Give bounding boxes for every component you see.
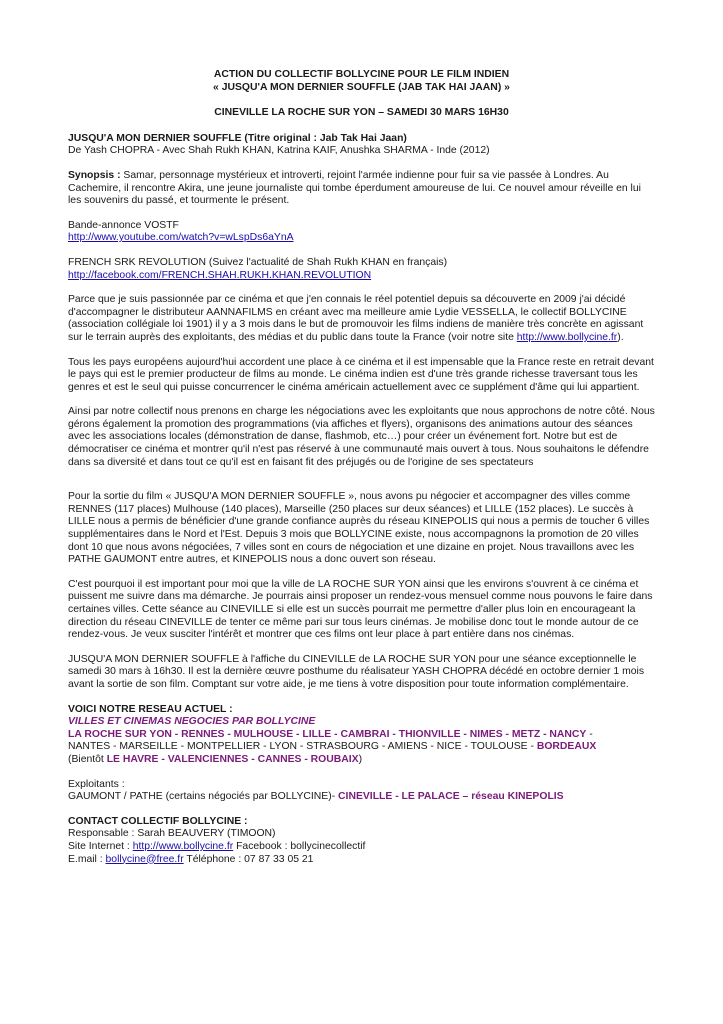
contact-phone: Téléphone : 07 87 33 05 21 (183, 853, 314, 865)
soon-cities: LE HAVRE - VALENCIENNES - CANNES - ROUBAIX (106, 753, 359, 765)
cities-line-2-purple: BORDEAUX (536, 741, 597, 753)
cities-line-1-tail: - (586, 728, 593, 740)
email-label: E.mail : (68, 853, 106, 865)
exploitants-label: Exploitants : (68, 778, 125, 790)
network-subheading: VILLES ET CINEMAS NEGOCIES PAR BOLLYCINE (68, 716, 316, 728)
paragraph-6: JUSQU'A MON DERNIER SOUFFLE à l'affiche du CINEVILLE de LA ROCHE SUR YON pour une séance exceptionnelle le samedi 30 mars à 16h30. Il est la dernière œuvre posthume du réalisateur YASH CHOPRA décédé en octobre dernier 1 mois avant la sortie de son film. Comptant sur votre aide, je me tiens à votre disposition pour toute information complémentaire. (68, 653, 645, 690)
site-label: Site Internet : (68, 840, 133, 852)
paragraph-1-text: Parce que je suis passionnée par ce cinéma et que j'en connais le réel potentiel depuis sa découverte en 2009 j'ai décidé d'accompagner le distributeur AANNAFILMS en créant avec ma meilleure amie Lydie VESSELLA, le collectif BOLLYCINE (association collégiale loi 1901) il y a 3 mois dans le but de promouvoir les films indiens de manière très concrète en agissant sur le terrain auprès des exploitants, des médias et du public dans toute la France (voir notre site (68, 294, 644, 343)
paragraph-1-end: ). (617, 331, 624, 343)
contact-site-link[interactable]: http://www.bollycine.fr (132, 840, 234, 852)
cities-line-2-plain: NANTES - MARSEILLE - MONTPELLIER - LYON - STRASBOURG - AMIENS - NICE - TOULOUSE - (68, 741, 537, 753)
exploitants-plain: GAUMONT / PATHE (certains négociés par BOLLYCINE)- (68, 791, 339, 803)
contact-email-link[interactable]: bollycine@free.fr (105, 853, 184, 865)
paragraph-1 (68, 294, 655, 344)
network-heading: VOICI NOTRE RESEAU ACTUEL : (68, 703, 233, 715)
synopsis-label: Synopsis : (68, 169, 121, 181)
contact-heading: CONTACT COLLECTIF BOLLYCINE : (68, 815, 248, 827)
synopsis-text: Samar, personnage mystérieux et introverti, rejoint l'armée indienne pour fuir sa vie passée à Londres. Au Cachemire, il rencontre Akira, une jeune journaliste qui tombe éperdument amoureuse de lui. Ce nouvel amour réveille en lui les souvenirs du passé, et tourmente le présent. (68, 169, 641, 207)
bollycine-site-link[interactable]: http://www.bollycine.fr (516, 331, 618, 343)
paragraph-4: Pour la sortie du film « JUSQU'A MON DERNIER SOUFFLE », nous avons pu négocier et accompagner des villes comme RENNES (117 places) Mulhouse (140 places), Marseille (250 places sur deux séances) et LILLE (152 places). Le succès à LILLE nous a permis de bénéficier d'une grande confiance auprès du réseau KINEPOLIS qui nous a permis de toucher 6 villes supplémentaires dans le Nord et l'Est. Depuis 3 mois que BOLLYCINE existe, nous accompagnons la promotion de 20 villes dont 10 que nous avons négociées, 7 villes sont en cours de négociation et une dizaine en projet. Nous travaillons avec les PATHE GAUMONT entre autres, et KINEPOLIS nous a donc ouvert son réseau. (68, 491, 650, 566)
paragraph-2: Tous les pays européens aujourd'hui accordent une place à ce cinéma et il est impensable que la France reste en retrait devant le pays qui est le premier producteur de films au monde. Le cinéma indien est d'une très grande richesse traversant tous les genres et est le seul qui puisse concurrencer le cinéma américain actuellement avec ce supplément d'âme qui lui appartient. (68, 356, 654, 393)
soon-suffix: ) (358, 753, 363, 765)
facebook-link[interactable]: http://facebook.com/FRENCH.SHAH.RUKH.KHAN.REVOLUTION (68, 269, 372, 281)
event-line: CINEVILLE LA ROCHE SUR YON – SAMEDI 30 MARS 16H30 (214, 107, 509, 119)
trailer-link[interactable]: http://www.youtube.com/watch?v=wLspDs6aYnA (68, 232, 294, 244)
title-line-1: ACTION DU COLLECTIF BOLLYCINE POUR LE FILM INDIEN (213, 69, 510, 80)
exploitants-purple: CINEVILLE - LE PALACE – réseau KINEPOLIS (338, 791, 564, 803)
trailer-label: Bande-annonce VOSTF (68, 219, 179, 231)
contact-email-line (68, 854, 655, 867)
cities-negotiated: LA ROCHE SUR YON - RENNES - MULHOUSE - LILLE - CAMBRAI - THIONVILLE - NIMES - METZ - NANCY (68, 728, 587, 740)
contact-site-line (68, 841, 655, 854)
title-line-2: « JUSQU'A MON DERNIER SOUFFLE (JAB TAK HAI JAAN) » (213, 81, 510, 93)
cities-line-2 (68, 741, 655, 754)
contact-facebook: Facebook : bollycinecollectif (233, 840, 366, 852)
paragraph-3: Ainsi par notre collectif nous prenons en charge les négociations avec les exploitants que nous approchons de notre côté. Nous gérons également la promotion des programmations (via affiches et flyers), organisons des animations autour des séances avec les associations locales (démonstration de danse, flashmob, etc…) pour créer un événement fort. Notre but est de démocratiser ce cinéma et montrer qu'il n'est pas réservé à une communauté mais ouvert à tous. Nous souhaitons le défendre dans sa diversité et dans tout ce qu'il est en faisant fit des préjugés ou de l'origine de ses spectateurs (68, 406, 655, 468)
film-heading: JUSQU'A MON DERNIER SOUFFLE (Titre original : Jab Tak Hai Jaan) (68, 132, 407, 144)
synopsis (68, 170, 655, 208)
cities-line-1 (68, 729, 655, 742)
fb-label: FRENCH SRK REVOLUTION (Suivez l'actualité de Shah Rukh KHAN en français) (68, 256, 448, 268)
contact-responsable: Responsable : Sarah BEAUVERY (TIMOON) (68, 828, 276, 840)
exploitants-line (68, 791, 655, 804)
film-credits: De Yash CHOPRA - Avec Shah Rukh KHAN, Katrina KAIF, Anushka SHARMA - Inde (2012) (68, 145, 490, 157)
soon-prefix: (Bientôt (68, 753, 107, 765)
paragraph-5: C'est pourquoi il est important pour moi que la ville de LA ROCHE SUR YON ainsi que les environs s'ouvrent à ce cinéma et puissent me suivre dans ma démarche. Je pourrais ainsi proposer un rendez-vous mensuel comme nous pouvons le faire dans certaines villes. Cette séance au CINEVILLE si elle est un succès pourrait me permettre d'aller plus loin en encourageant la direction du réseau CINEVILLE de tenter ce même pari sur tous leurs cinémas. Je mobilise donc tout le monde autour de ce rendez-vous. Je veux susciter l'intérêt et montrer que ces films ont leur place à part entière dans nos cinémas. (68, 578, 653, 641)
cities-upcoming (68, 754, 655, 767)
